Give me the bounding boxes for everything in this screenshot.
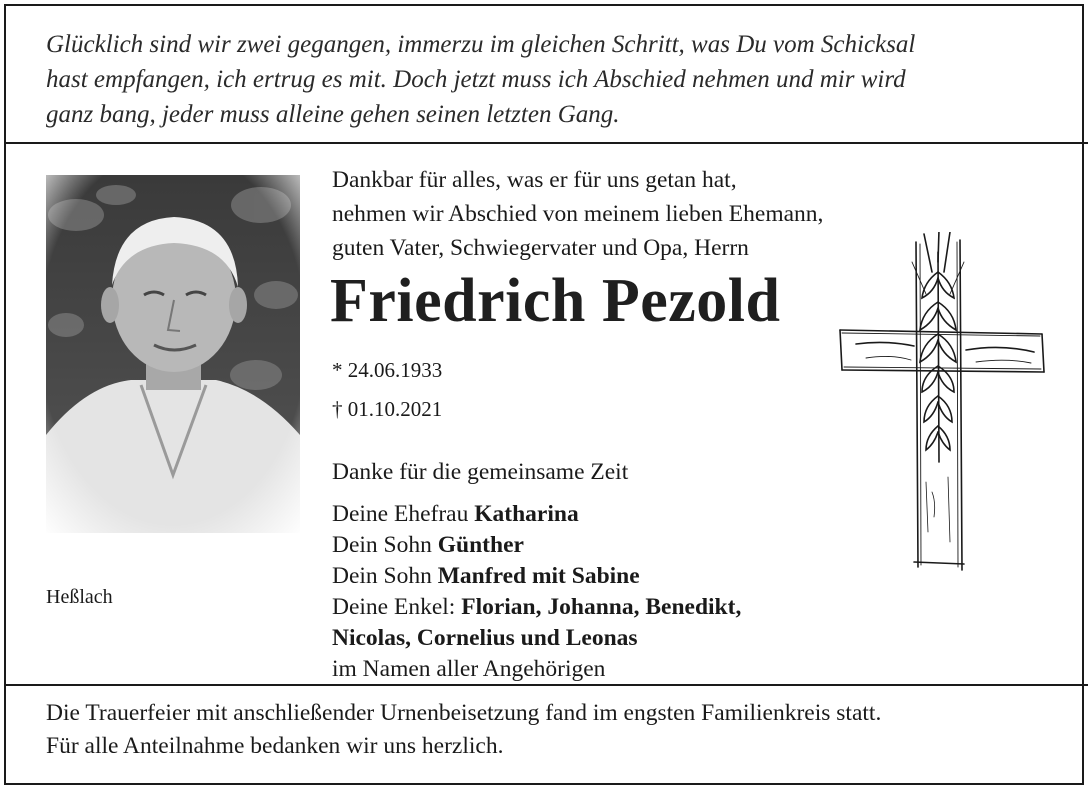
family-line: Deine Ehefrau Katharina [332, 501, 579, 527]
poem-divider [4, 142, 1088, 144]
birth-symbol: * [332, 358, 343, 382]
poem-line: hast empfangen, ich ertrug es mit. Doch jetzt muss ich Abschied nehmen und mir wird [46, 66, 906, 93]
deceased-name: Friedrich Pezold [330, 267, 781, 335]
family-line: Dein Sohn Manfred mit Sabine [332, 563, 640, 589]
birth-date: 24.06.1933 [347, 358, 443, 382]
footer-line: Für alle Anteilnahme bedanken wir uns herzlich. [46, 733, 504, 759]
intro-line: Dankbar für alles, was er für uns getan hat, [332, 167, 737, 193]
poem-line: Glücklich sind wir zwei gegangen, immerzu im gleichen Schritt, was Du vom Schicksal [46, 31, 916, 58]
family-line: Nicolas, Cornelius und Leonas [332, 625, 638, 651]
place-label: Heßlach [46, 586, 113, 608]
family-list [332, 499, 741, 685]
thanks-text: Danke für die gemeinsame Zeit [332, 459, 629, 485]
family-line: Deine Enkel: Florian, Johanna, Benedikt, [332, 594, 742, 620]
death-date: 01.10.2021 [347, 397, 443, 421]
poem-text [46, 27, 1056, 132]
death-date-line [332, 395, 442, 423]
portrait-photo [46, 175, 300, 533]
family-line: Dein Sohn Günther [332, 532, 524, 558]
intro-line: nehmen wir Abschied von meinem lieben Ehemann, [332, 201, 824, 227]
birth-date-line [332, 356, 442, 384]
poem-line: ganz bang, jeder muss alleine gehen seinen letzten Gang. [46, 101, 620, 128]
intro-line: guten Vater, Schwiegervater und Opa, Herrn [332, 235, 749, 261]
death-symbol: † [332, 397, 343, 421]
footer-line: Die Trauerfeier mit anschließender Urnenbeisetzung fand im engsten Familienkreis statt. [46, 700, 882, 726]
footer-text [46, 697, 1056, 763]
wheat-cross-icon [836, 232, 1048, 572]
family-line: im Namen aller Angehörigen [332, 656, 606, 682]
